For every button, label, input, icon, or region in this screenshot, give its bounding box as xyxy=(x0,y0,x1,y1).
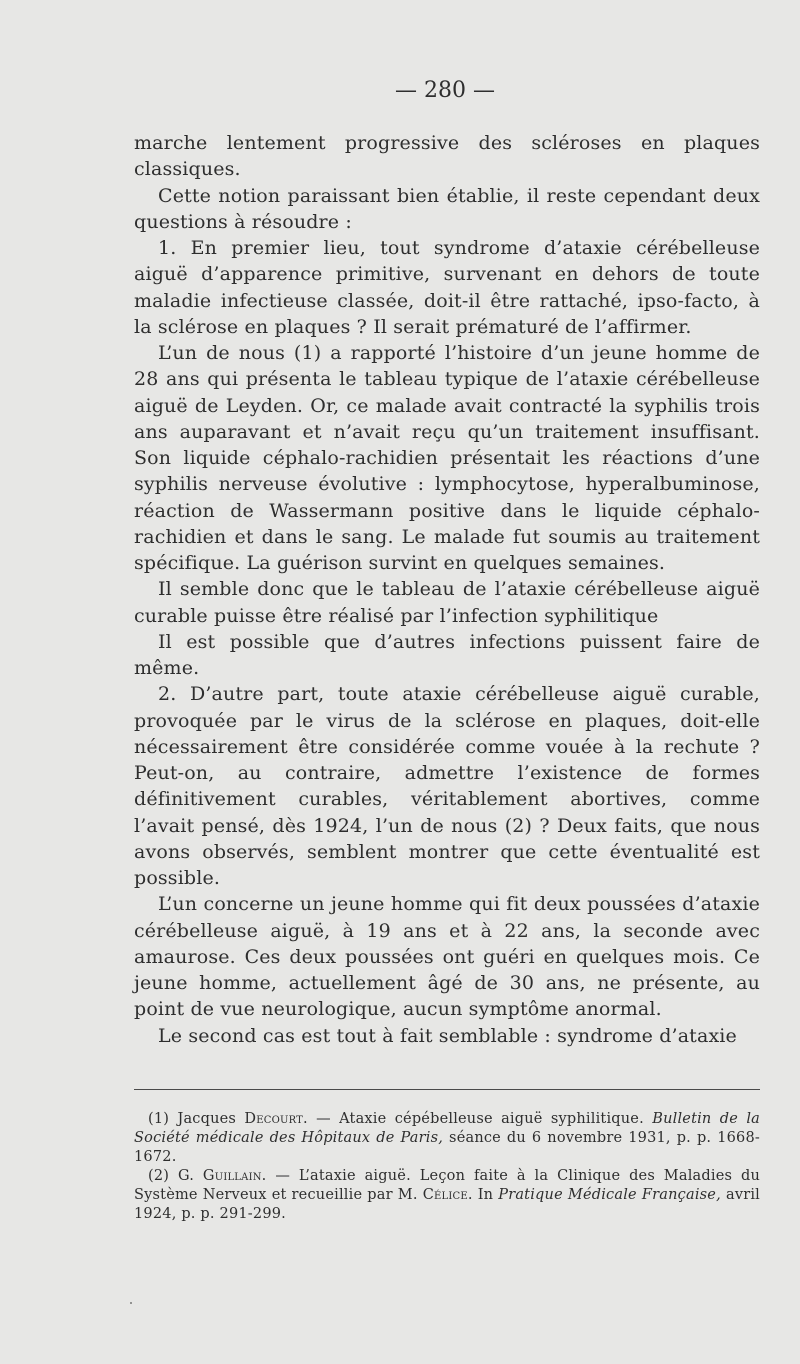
footnote-author-first: G. xyxy=(177,1168,195,1184)
paragraph: Le second cas est tout à fait semblable : syndrome d’ataxie xyxy=(158,1024,737,1047)
footnote-editor: Célice xyxy=(422,1187,468,1203)
paragraph: L’un de nous (1) a rapporté l’histoire d’un jeune homme de 28 ans qui présenta le tableau typique de l’ataxie cérébelleuse aiguë de Leyden. Or, ce malade avait contracté la syphilis trois ans auparavant et n’avait reçu qu’un traitement insuffisant. Son liquide céphalo-rachidien présentait les réactions d’une syphilis nerveuse évolutive : lymphocytose, hyperalbuminose, réaction de Wassermann positive dans le liquide céphalo-rachidien et dans le sang. Le malade fut soumis au traitement spécifique. La guérison survint en quelques semaines. xyxy=(134,342,760,574)
footnotes xyxy=(134,1110,760,1224)
footnote-title: . — Ataxie cépébelleuse aiguë syphilitique. xyxy=(303,1111,644,1127)
footnote-journal: Bulletin de la Société médicale des Hôpitaux de Paris, xyxy=(134,1111,761,1146)
footnote-details: avril 1924, p. p. 291-299. xyxy=(134,1187,761,1222)
footnote-divider xyxy=(134,1089,760,1090)
footnote-author-first: Jacques xyxy=(177,1111,237,1127)
footnote-2 xyxy=(134,1167,760,1224)
footnote-author-last: Decourt xyxy=(244,1111,304,1127)
footnote-author-last: Guillain xyxy=(202,1168,262,1184)
paragraph: Il est possible que d’autres infections puissent faire de même. xyxy=(134,630,760,679)
body-text xyxy=(134,130,760,1049)
footnote-marker: (1) xyxy=(148,1111,170,1127)
footnote-in: . In xyxy=(467,1187,494,1203)
footnote-title: . — L’ataxie aiguë. Leçon faite à la Clinique des Maladies du Système Nerveux et recueillie par M. xyxy=(134,1168,760,1203)
print-speck xyxy=(130,1302,132,1304)
footnote-details: séance du 6 novembre 1931, p. p. 1668-1672. xyxy=(134,1130,761,1165)
footnote-1 xyxy=(134,1110,760,1167)
page-number: — 280 — xyxy=(395,78,495,103)
paragraph: Cette notion paraissant bien établie, il reste cependant deux questions à résoudre : xyxy=(134,184,760,233)
paragraph: marche lentement progressive des scléroses en plaques classiques. xyxy=(134,132,760,181)
footnote-journal: Pratique Médicale Française, xyxy=(498,1187,721,1203)
paragraph: L’un concerne un jeune homme qui fit deux poussées d’ataxie cérébelleuse aiguë, à 19 ans et à 22 ans, la seconde avec amaurose. Ces deux poussées ont guéri en quelques mois. Ce jeune homme, actuellement âgé de 30 ans, ne présente, au point de vue neurologique, aucun symptôme anormal. xyxy=(134,893,760,1021)
footnote-marker: (2) xyxy=(148,1168,170,1184)
paragraph: 1. En premier lieu, tout syndrome d’ataxie cérébelleuse aiguë d’apparence primitive, survenant en dehors de toute maladie infectieuse classée, doit-il être rattaché, ipso-facto, à la sclérose en plaques ? Il serait prématuré de l’affirmer. xyxy=(134,237,760,338)
paragraph: 2. D’autre part, toute ataxie cérébelleuse aiguë curable, provoquée par le virus de la sclérose en plaques, doit-elle nécessairement être considérée comme vouée à la rechute ? Peut-on, au contraire, admettre l’existence de formes définitivement curables, véritablement abortives, comme l’avait pensé, dès 1924, l’un de nous (2) ? Deux faits, que nous avons observés, semblent montrer que cette éventualité est possible. xyxy=(134,683,760,889)
paragraph: Il semble donc que le tableau de l’ataxie cérébelleuse aiguë curable puisse être réalisé par l’infection syphilitique xyxy=(134,578,760,627)
